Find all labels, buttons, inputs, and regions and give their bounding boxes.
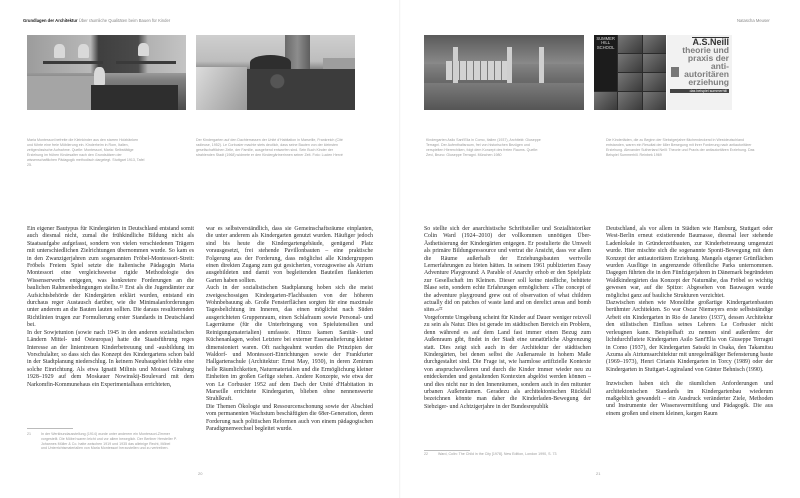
right-page (400, 0, 800, 498)
publisher-logo-icon (671, 67, 679, 77)
book-cover-neill (667, 35, 732, 110)
paragraph: Die Themen Ökologie und Ressourcenschonung sowie der Abschied vom permanenten Wachstum beschäftigten die 68er-Generation, deren Forderung nach politischen Reformen auch von einem pädagogischen Paradigmenwechsel begleitet wurde. (206, 403, 373, 432)
paragraph: Dazwischen stehen wie Monolithe großartige Kindergartenbauten berühmter Architekten. So war Oscar Niemeyers erste selbstständige Arbeit ein Kindergarten in Rio de Janeiro (1937), dessen Architektur den stilistischen Einfluss seines Lehrers Le Corbusier nicht verleugnen kann. Beispielhaft zu nennen sind außerdem: der lichtdurchflutete Kindergarten Asilo Sant'Elia von Giuseppe Terragni in Como (1937), der Kindergarten Satsuki in Osaka, den Takamitsu Azuma als Atriumsarchitektur mit unregelmäßiger Befensterung baute (1969–1973), Henri Cirianis Kindergarten in Torcy (1989) oder der Kindergarten in Stuttgart-Luginsland von Günter Behnisch (1990). (606, 300, 773, 373)
body-column-3 (424, 226, 591, 411)
paragraph: Ein eigener Bautypus für Kindergärten in Deutschland entstand somit auch diesmal nicht, zumal die frühkindliche Bildung nicht als Staatsaufgabe aufgefasst, sondern von vielen verschiedenen Trägern mit unterschiedlichen Zielrichtungen übernommen wurde. So kam es in den Zwanzigerjahren zum sogenannten Fröbel-Montessori-Streit: Fröbels Freiem Spiel setzte die italienische Pädagogin Maria Montessori eine vergleichsweise rigide Methodologie des Wissenserwerbs entgegen, was konkretere Forderungen an die baulichen Rahmenbedingungen stellte.²¹ Erst als die Jugendämter zur Aufsichtsbehörde der Kindergärten erklärt wurden, entstand ein durchaus reger Austausch darüber, wie die Minimalanforderungen unter anderem an die Bauten lauten sollten. Die daraus resultierenden Richtlinien trugen zur Formulierung erster Standards in Deutschland bei. (27, 226, 194, 329)
footnote-divider (27, 428, 73, 429)
kindergarten-hall-image (424, 35, 584, 110)
montessori-classroom-image (27, 35, 186, 110)
figure-caption-montessori: Maria Montessori befreite die Kleinkinder aus den starren Holzbänken und führte eine freie Möblierung ein. Kinderheim in Rom, Italien, zeitgenössische Aufnahme. Quelle: Montessori, Maria: Selbsttätige Erziehung im frühen Kindesalter nach den Grundsätzen der wissenschaftlichen Pädagogik methodisch dargelegt. Stuttgart 1913, Tafel 25. (27, 138, 145, 167)
summerhill-collage-image (594, 35, 666, 110)
page-number-right: 21 (596, 471, 601, 476)
figure-collage (594, 35, 666, 110)
paragraph: In der Sowjetunion (sowie nach 1945 in den anderen sozialistischen Ländern Mittel- und Osteuropas) hatte die Staatsführung reges Interesse an der linientreuen Kinderbetreuung und -ausbildung im Vorschulalter, so dass sich das Konzept des Kindergartens schon bald in der Stadtplanung niederschlug. In keinem Neubaugebiet fehlte eine solche Einrichtung. Als etwa Ignatii Milinis und Moissei Ginsburg 1928–1929 auf dem Moskauer Nowinskij-Boulevard mit dem Narkomfin-Kommunehaus ein Experimentalhaus errichteten, (27, 329, 194, 388)
book-title: Grundlagen der Architektur (23, 18, 78, 23)
figure-caption-asilo: Kindergarten Asilo Sant'Elia in Como, Italien (1937), Architekt: Giuseppe Terragni. Der Aufenthaltsraum, frei von historischen Bezügen und verspielten Hiererchiken, folgt dem Konzept des freien Raums. Quelle: Zevi, Bruno: Giuseppe Terragni. München 1980 (426, 138, 541, 157)
running-head-left (23, 18, 170, 23)
figure-caption-rooftop: Der Kindergarten auf den Dachterrassen der Unité d'Habitation in Marseille, Frankreich (Cité radieuse, 1952). Le Corbusier machte stets deutlich, dass seine Bauten von der kleinsten gesellschaftlichen Zelle, der Familie, ausgehend entworfen sind. Sein Buch Kinder der strahlenden Stadt (1968) widmete er den Kindergärtnerinnen seiner Zeit. Foto: Lucien Hervé (196, 138, 343, 157)
book-cover-author: A.S.Neill (692, 37, 729, 47)
footnote-22 (424, 452, 594, 457)
rooftop-kindergarten-image (196, 35, 355, 110)
footnote-divider (424, 450, 470, 451)
summerhill-school-label: SUMMER HILL SCHOOL (594, 35, 617, 91)
book-cover-subtitle: das beispiel summerhill (670, 89, 729, 93)
paragraph: Auch in der sozialistischen Stadtplanung hoben sich die meist zweigeschossigen Kindergarten-Flachbauten von der höheren Wohnbebauung ab. Große Fensterflächen sorgten für eine maximale Tagesbelichtung im Inneren, das einen möglichst nach Süden ausgerichteten Gruppenraum, einen Schlafraum sowie Personal- und Lagerräume (für die Unterbringung von Spielutensilien und Reinigungsmaterialien) umfasste. Hinzu kamen Sanitär- und Küchenanlagen, wobei Letztere bei externer Essenanlieferung kleiner dimensioniert waren. Oft nachgeahmt wurden die Prinzipien der Waldorf- und Montessori-Einrichtungen sowie der Frankfurter Hallgartenschule (Architektur: Ernst May, 1930), in deren Zentrum helle Räumlichkeiten, Naturmaterialien und die Ermöglichung kleiner Einheiten im großen Gefüge stehen. Andere Konzepte, wie etwa der von Le Corbusier 1952 auf dem Dach der Unité d'Habitation in Marseille errichtete Kindergarten, blieben ohne nennenswerte Strahlkraft. (206, 285, 373, 403)
footnote-text: In der Werkbundausstellung (1914) wurde unter anderem ein Montessori-Zimmer vorgestellt. Die Möbel waren leicht und vor allem beweglich. Der Berliner Hersteller P. Johannes Müller & Co. hatte zwischen 1919 und 1935 das alleinige Recht, Möbel und Unterrichtsmaterialien von Maria Montessori herzustellen und zu vertreiben. (41, 432, 177, 451)
book-subtitle: Über räumliche Qualitäten beim Bauen für Kinder (78, 18, 171, 23)
body-column-1 (27, 226, 194, 389)
footnote-21 (27, 432, 177, 451)
paragraph: war es selbstverständlich, dass sie Gemeinschaftsräume einplanten, die unter anderem als Kindergarten genutzt wurden. Häufiger jedoch sind bis heute die Kindergartengebäude, genügend Platz vorausgesetzt, frei stehende Pavillonbauten – eine praktische Folgerung aus der Forderung, dass möglichst alle Kindergruppen einen direkten Zugang zum gut gesicherten, vorzugsweise als Atrium ausgebildeten und damit von begleitenden Bauteilen flankierten Garten haben sollten. (206, 226, 373, 284)
paragraph: Vorgeformte Umgebung scheint für Kinder auf Dauer weniger reizvoll zu sein als Natur. Dies ist gerade im städtischen Bereich ein Problem, denn während es auf dem Land fast immer einen Bezug zum Außenraum gibt, findet in der Stadt eine unnatürliche Abgrenzung statt. Dies zeigt sich auch in der Architektur der städtischen Kindergärten, bei denen selbst die Außenareale in hohem Maße durchgestaltet sind. Die Frage ist, wie harmlose artifizielle Kontexte von anspruchsvolleren und durch die Kinder immer wieder neu zu entdeckenden und gestaltenden Kontexten abgelöst werden können – und dies nicht nur in den Innenräumen, sondern auch in den mitunter urbanen Außenräumen. Geradezu als architektonischen Rückfall bezeichnen könnte man daher die Kinderladen-Bewegung der Siebziger- und Achtzigerjahre in der Bundesrepublik (424, 314, 591, 410)
figure-asilo-hall (424, 35, 584, 110)
figure-caption-collage: Die Kinderläden, die zu Beginn der Siebzigerjahre flächendeckend in Westdeutschland entstanden, waren ein Resultat der 68er Bewegung mit ihrer Forderung nach antiautoritärer Erziehung. Alexander Sutherland Neill: Theorie und Praxis der antiautoritären Erziehung. Das Beispiel Summerhill. Reinbek 1969 (606, 138, 755, 157)
paragraph: So stellte sich der anarchistische Schriftsteller und Sozialhistoriker Colin Ward (1924–2010) der vollkommen unnötigen Über-Ästhetisierung der Kindergärten entgegen. Er postulierte die Umwelt als primäre Bildungsressource und vertrat die Ansicht, dass vor allem die Räume außerhalb der Erziehungsbauten wertvolle Lernerfahrungen zu bieten hätten. In seinem 1961 publizierten Essay Adventure Playground: A Parable of Anarchy erhob er den Spielplatz zur Gesellschaft im Kleinen. Dieser soll keine niedliche, behütete Blase sein, sondern echte Erfahrungen ermöglichen: »The concept of the adventure playground grew out of observation of what children actually did on patches of waste land and on derelict areas and bomb sites.«²² (424, 226, 591, 314)
page-number-left: 20 (198, 471, 203, 476)
running-head-right (737, 18, 770, 23)
figure-unite-rooftop (196, 35, 355, 110)
footnote-text: Ward, Colin: The Child in the City [1978]. New Edition, London 1990, S. 73 (438, 452, 557, 456)
paragraph: Inzwischen haben sich die räumlichen Anforderungen und architektonischen Standards im Kindergartenbau wiederum maßgeblich gewandelt – ein Ausdruck veränderter Ziele, Methoden und Instrumente der Wissensvermittlung und Pädagogik. Die aus einem großen und einem kleinen, kargen Raum (606, 381, 773, 417)
footnote-number: 21 (27, 432, 31, 436)
book-cover-title: theorie und praxis der anti-autoritären erziehung (682, 45, 729, 87)
body-column-4 (606, 226, 773, 418)
paragraph: Deutschland, als vor allem in Städten wie Hamburg, Stuttgart oder West-Berlin erneut existierende Baumasse, diesmal leer stehende Ladenlokale in Gründerzeitbauten, zur Kinderbetreuung umgenutzt wurde. Hier mischte sich die sogenannte Sponti-Bewegung mit dem Konzept der antiautoritären Erziehung. Mangels eigener Grünflächen wurden Ausflüge in angrenzende öffentliche Parks unternommen. Dagegen führten die in den Fünfzigerjahren in Dänemark begründeten Waldkindergärten das Konzept der Naturnähe, das Fröbel so wichtig gewesen war, auf die Spitze: Abgesehen von Bauwagen wurde möglichst ganz auf bauliche Strukturen verzichtet. (606, 226, 773, 299)
author-name: Natascha Meuser (737, 18, 770, 23)
figure-montessori (27, 35, 186, 110)
footnote-number: 22 (424, 452, 428, 456)
body-column-2 (206, 226, 373, 433)
